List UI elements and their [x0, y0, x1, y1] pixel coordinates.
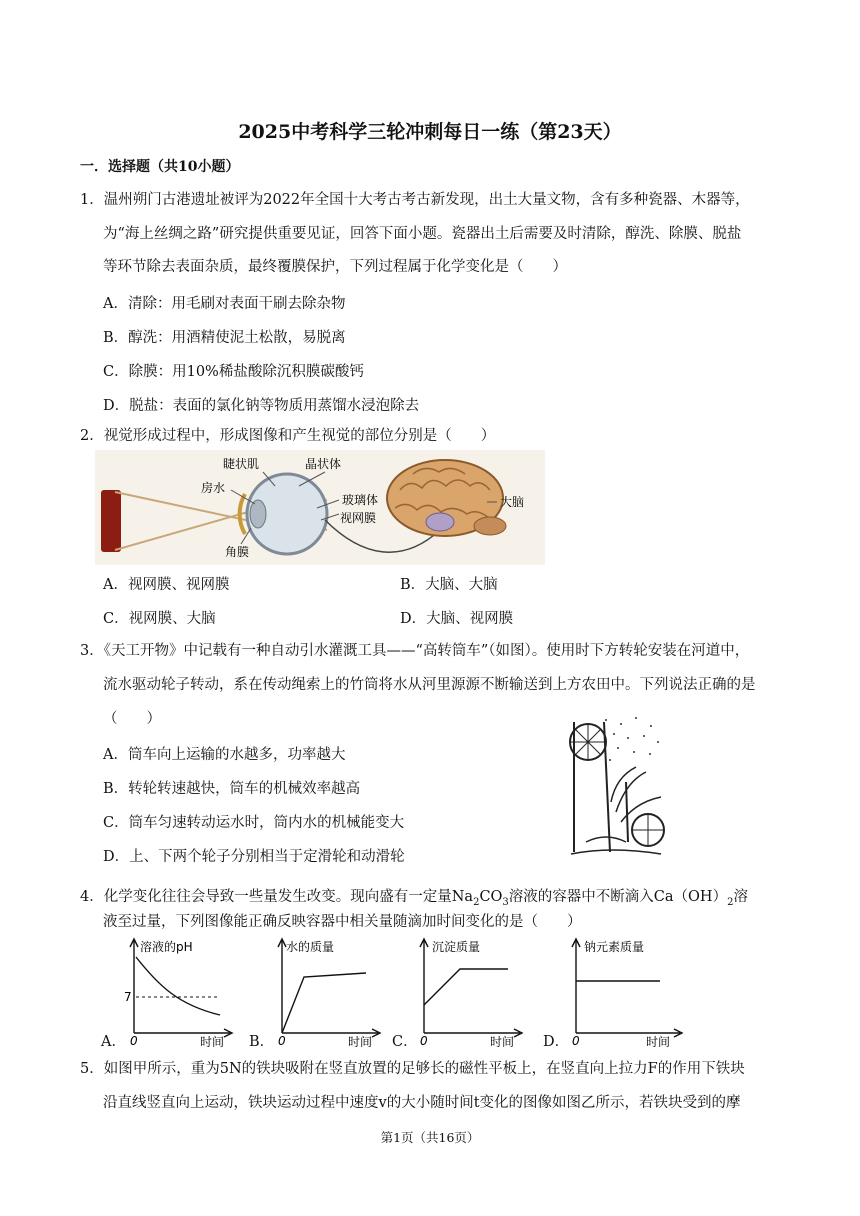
q3-option-d[interactable]: D．上、下两个轮子分别相当于定滑轮和动滑轮: [103, 849, 405, 865]
label-brain: 大脑: [500, 495, 525, 509]
page-title: 2025中考科学三轮冲刺每日一练（第23天）: [238, 121, 622, 143]
eye-brain-figure: [95, 450, 545, 565]
label-vitreous-body: 玻璃体: [342, 493, 379, 507]
section-heading: 一．选择题（共10小题）: [80, 159, 240, 175]
graph-b: [266, 935, 386, 1047]
graph-c-origin: 0: [420, 1034, 428, 1047]
page-footer: 第1页（共16页）: [380, 1130, 480, 1145]
graph-c-letter[interactable]: C．: [392, 1034, 418, 1050]
graph-a-origin: 0: [130, 1034, 138, 1047]
label-retina: 视网膜: [340, 511, 377, 525]
graph-c-xlabel: 时间: [490, 1035, 515, 1047]
q1-line-1: 1．温州朔门古港遗址被评为2022年全国十大考古考古新发现，出土大量文物，含有多种瓷器、木器等，: [80, 192, 750, 208]
graph-a-marker-7: 7: [124, 990, 132, 1004]
graph-d-xlabel: 时间: [646, 1035, 671, 1047]
q1-option-d[interactable]: D．脱盐：表面的氯化钠等物质用蒸馏水浸泡除去: [103, 398, 420, 414]
graph-b-letter[interactable]: B．: [249, 1034, 275, 1050]
q1-line-2: 为“海上丝绸之路”研究提供重要见证，回答下面小题。瓷器出土后需要及时清除，醇洗、除膜、脱盐: [103, 226, 742, 242]
water-wheel-figure: [566, 712, 666, 860]
q5-line-2: 沿直线竖直向上运动，铁块运动过程中速度v的大小随时间t变化的图像如图乙所示，若铁块受到的摩: [103, 1095, 741, 1111]
q3-line-3: （ ）: [103, 711, 161, 727]
q1-option-c[interactable]: C．除膜：用10%稀盐酸除沉积膜碳酸钙: [103, 364, 364, 380]
label-lens: 晶状体: [305, 457, 342, 471]
q3-option-a[interactable]: A．筒车向上运输的水越多，功率越大: [103, 747, 346, 763]
graph-b-xlabel: 时间: [348, 1035, 373, 1047]
label-aqueous-humor: 房水: [201, 481, 226, 495]
graph-a-letter[interactable]: A．: [101, 1034, 126, 1050]
q4-line-1: 4．化学变化往往会导致一些量发生改变。现向盛有一定量$Na_2CO_3$溶液的容器中不断滴入$Ca(OH)_2$溶: [80, 889, 748, 908]
candle-icon: [101, 490, 121, 552]
graph-b-ylabel: 水的质量: [286, 940, 335, 954]
label-cornea: 角膜: [225, 545, 250, 559]
graph-d-letter[interactable]: D．: [543, 1034, 570, 1050]
q1-option-a[interactable]: A．清除：用毛刷对表面干刷去除杂物: [103, 296, 346, 312]
q3-line-2: 流水驱动轮子转动，系在传动绳索上的竹筒将水从河里源源不断输送到上方农田中。下列说法正确的是: [103, 677, 756, 693]
graph-d: [560, 935, 690, 1047]
q1-line-3: 等环节除去表面杂质，最终覆膜保护，下列过程属于化学变化是（ ）: [103, 259, 567, 275]
graph-a-xlabel: 时间: [200, 1035, 225, 1047]
graph-c: [408, 935, 528, 1047]
q1-option-b[interactable]: B．醇洗：用酒精使泥土松散，易脱离: [103, 330, 346, 346]
graph-a-ylabel: 溶液的pH: [140, 940, 193, 954]
q2-option-d[interactable]: D．大脑、视网膜: [400, 611, 514, 627]
q2-stem: 2．视觉形成过程中，形成图像和产生视觉的部位分别是（ ）: [80, 428, 496, 444]
q5-line-1: 5．如图甲所示，重为5N的铁块吸附在竖直放置的足够长的磁性平板上，在竖直向上拉力F的作用下铁块: [80, 1061, 745, 1077]
graph-c-ylabel: 沉淀质量: [432, 940, 481, 954]
q3-option-b[interactable]: B．转轮转速越快，筒车的机械效率越高: [103, 781, 361, 797]
q4-line-2: 液至过量，下列图像能正确反映容器中相关量随滴加时间变化的是（ ）: [103, 914, 582, 930]
graph-b-origin: 0: [278, 1034, 286, 1047]
q3-line-1: 3．《天工开物》中记载有一种自动引水灌溉工具——“高转筒车”（如图）。使用时下方转轮安装在河道中，: [80, 643, 750, 659]
graph-d-ylabel: 钠元素质量: [584, 940, 645, 954]
q2-option-c[interactable]: C．视网膜、大脑: [103, 611, 216, 627]
graph-d-origin: 0: [572, 1034, 580, 1047]
graph-a: [118, 935, 238, 1047]
q3-option-c[interactable]: C．筒车匀速转动运水时，筒内水的机械能变大: [103, 815, 405, 831]
q2-option-b[interactable]: B．大脑、大脑: [400, 577, 498, 593]
label-ciliary-muscle: 睫状肌: [223, 457, 260, 471]
q2-option-a[interactable]: A．视网膜、视网膜: [103, 577, 230, 593]
